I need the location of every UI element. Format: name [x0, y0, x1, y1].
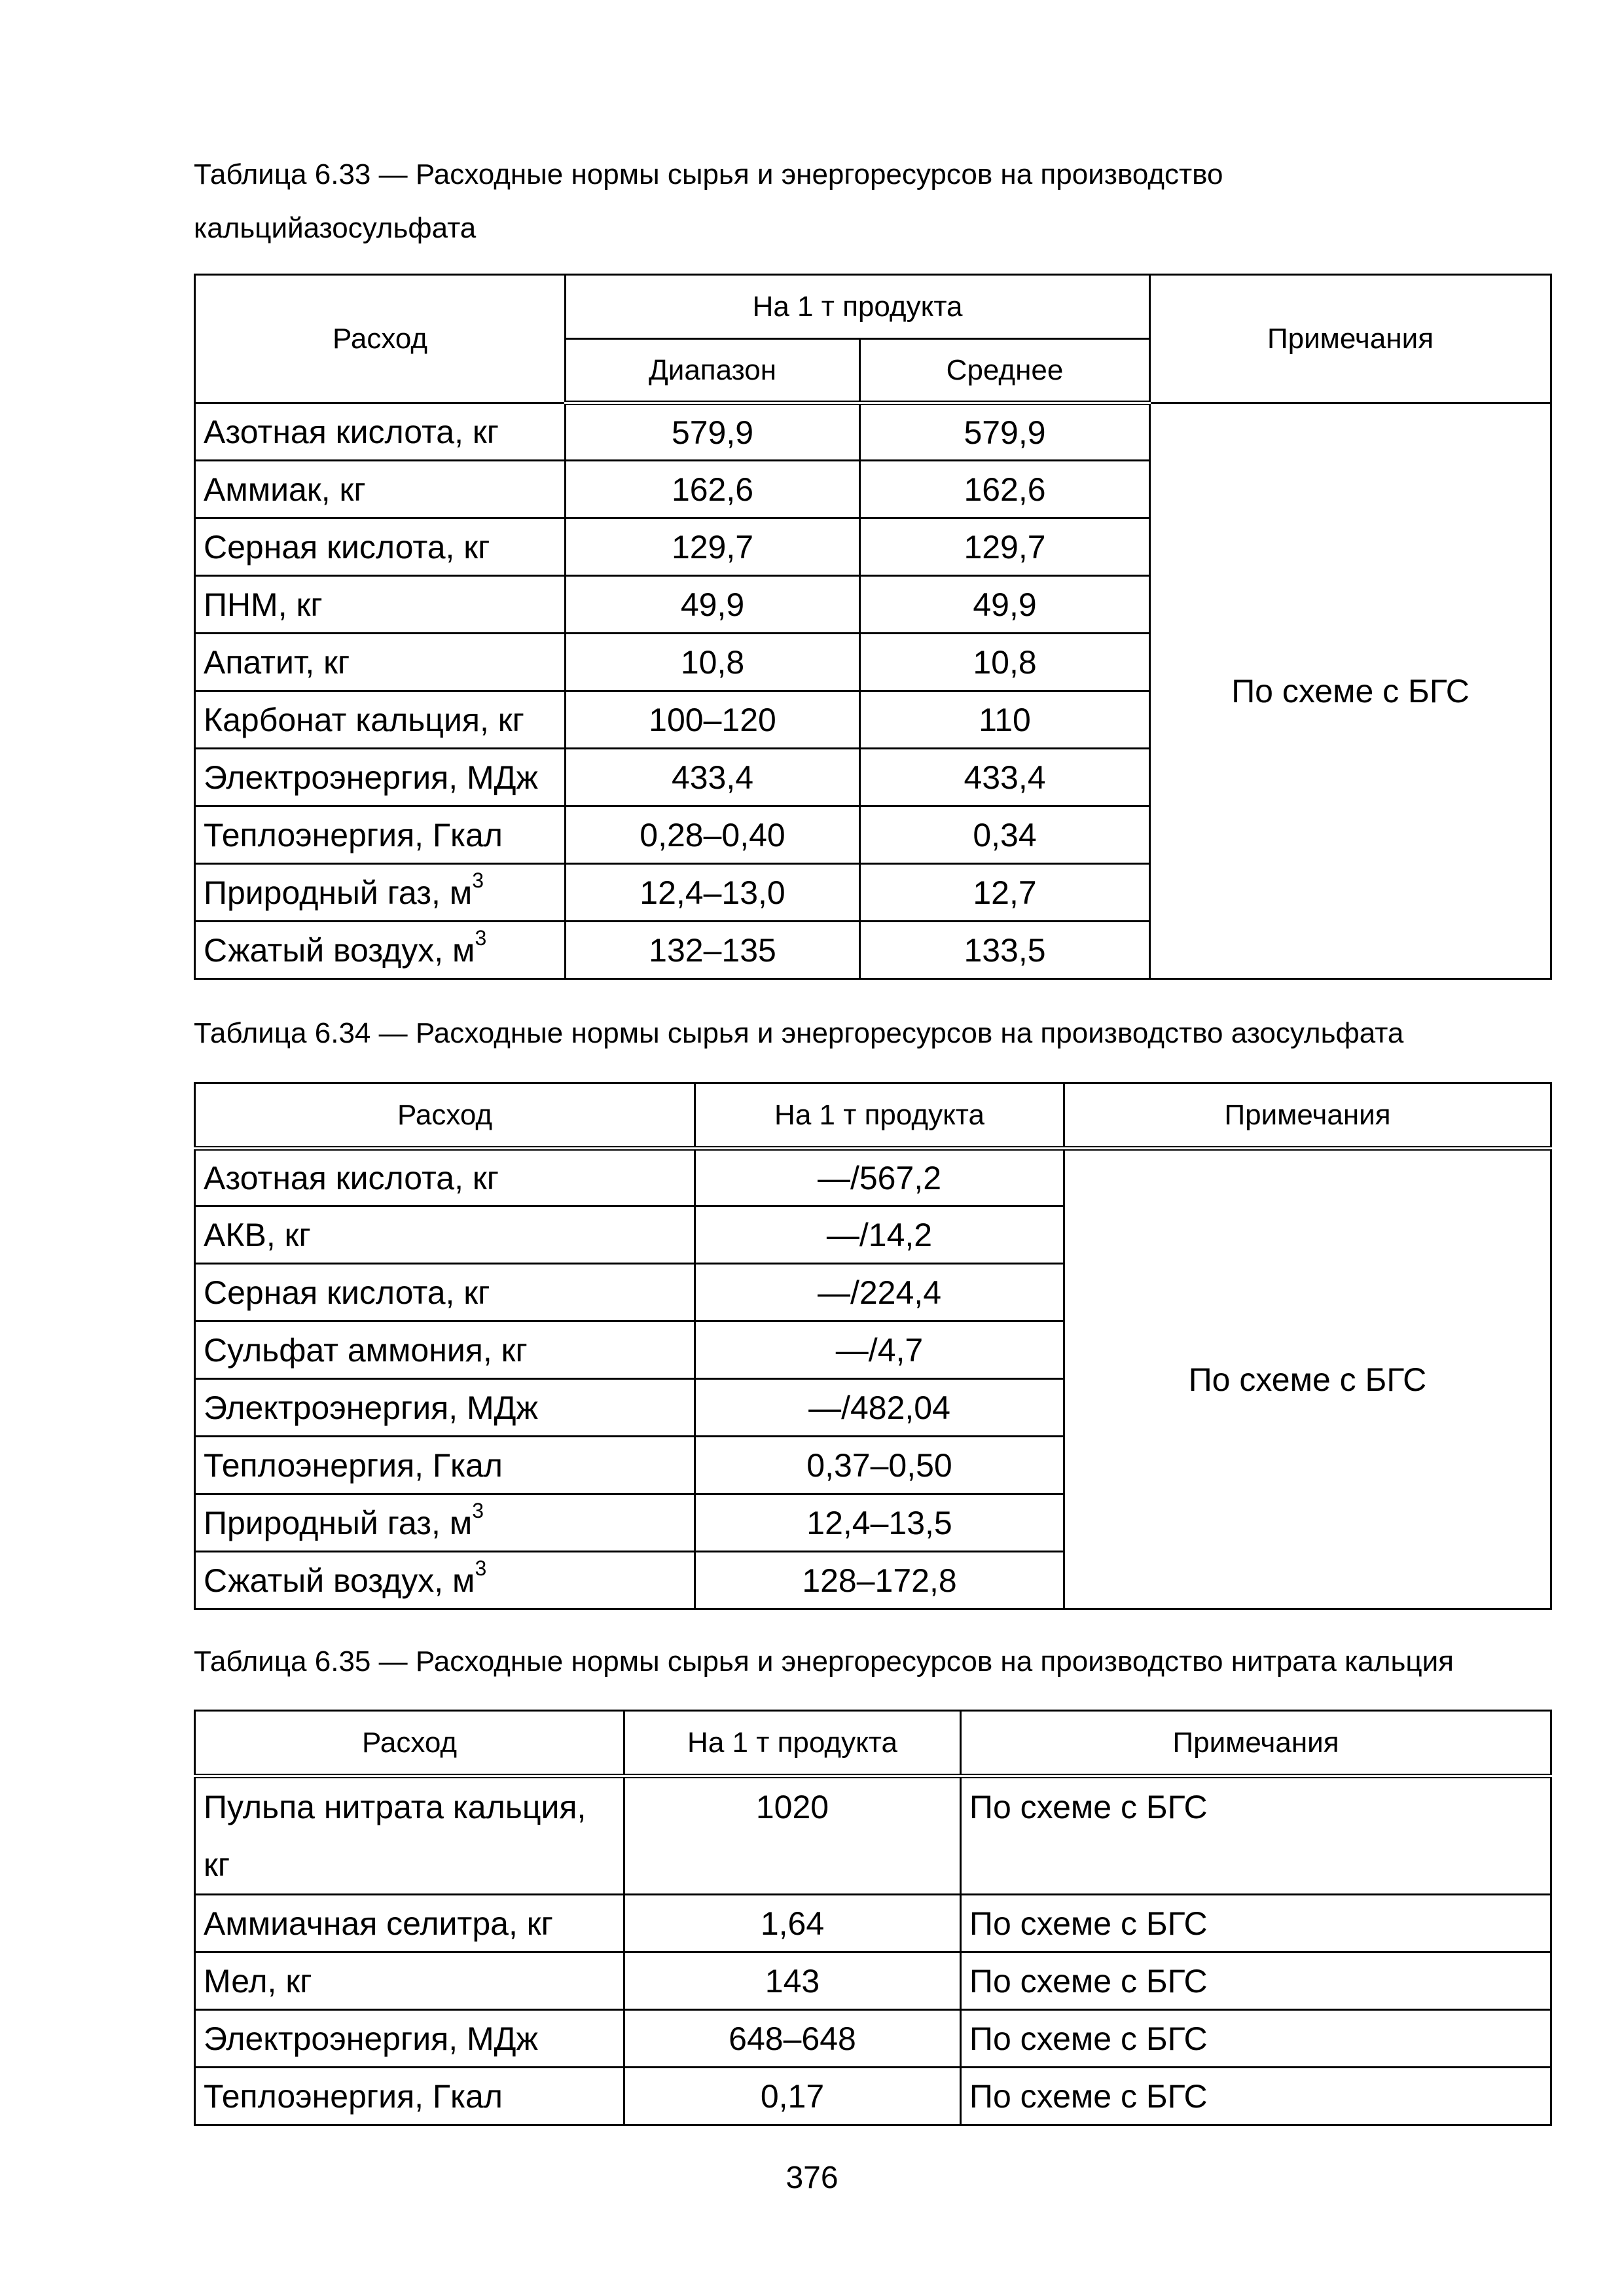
row-average: 133,5: [860, 922, 1150, 979]
row-name: АКВ, кг: [195, 1206, 695, 1264]
row-range: 162,6: [566, 461, 860, 518]
row-name: Электроэнергия, МДж: [195, 2010, 624, 2068]
unit-superscript: 3: [472, 868, 484, 892]
row-name: Сульфат аммония, кг: [195, 1321, 695, 1379]
row-note: По схеме с БГС: [961, 2010, 1551, 2068]
caption-line-2: кальцийазосульфата: [194, 212, 477, 244]
row-name-line-2: кг: [204, 1846, 230, 1883]
row-average: 12,7: [860, 864, 1150, 922]
table-6-33-caption: [194, 148, 1555, 255]
table-6-33: [194, 274, 1552, 980]
row-average: 162,6: [860, 461, 1150, 518]
table-6-34-caption: Таблица 6.34 — Расходные нормы сырья и энергоресурсов на производство азосульфата: [194, 1017, 1404, 1049]
notes-cell: По схеме с БГС: [1150, 403, 1551, 979]
row-value: —/224,4: [695, 1264, 1064, 1321]
row-name: [195, 1776, 624, 1895]
row-name-text: Природный газ, м: [204, 1504, 473, 1541]
row-name: Аммиак, кг: [195, 461, 566, 518]
row-value: 0,37–0,50: [695, 1437, 1064, 1494]
table-6-34: [194, 1082, 1552, 1610]
header-per-ton: На 1 т продукта: [566, 275, 1150, 339]
row-average: 579,9: [860, 403, 1150, 461]
row-name: Теплоэнергия, Гкал: [195, 2068, 624, 2125]
row-range: 49,9: [566, 576, 860, 634]
row-name-text: Сжатый воздух, м: [204, 931, 475, 969]
row-note: По схеме с БГС: [961, 1952, 1551, 2010]
caption-line-1: Таблица 6.33 — Расходные нормы сырья и энергоресурсов на производство: [194, 158, 1223, 190]
row-name: [195, 1552, 695, 1609]
header-expense: Расход: [195, 1711, 624, 1776]
unit-superscript: 3: [475, 925, 487, 950]
row-name: Азотная кислота, кг: [195, 403, 566, 461]
row-value: —/482,04: [695, 1379, 1064, 1437]
row-name: Апатит, кг: [195, 634, 566, 691]
row-name: Мел, кг: [195, 1952, 624, 2010]
table-row: [195, 1149, 1551, 1206]
page-number: 376: [785, 2161, 839, 2195]
row-name: Теплоэнергия, Гкал: [195, 1437, 695, 1494]
row-average: 0,34: [860, 806, 1150, 864]
header-expense: Расход: [195, 275, 566, 403]
row-note: По схеме с БГС: [961, 1895, 1551, 1952]
row-name-text: Природный газ, м: [204, 874, 473, 911]
row-name: Электроэнергия, МДж: [195, 749, 566, 806]
table-row: [195, 403, 1551, 461]
row-value: —/567,2: [695, 1149, 1064, 1206]
row-name: Серная кислота, кг: [195, 518, 566, 576]
table-6-35-caption: Таблица 6.35 — Расходные нормы сырья и энергоресурсов на производство нитрата кальция: [194, 1645, 1454, 1677]
row-value: 648–648: [624, 2010, 961, 2068]
row-average: 10,8: [860, 634, 1150, 691]
row-name: Азотная кислота, кг: [195, 1149, 695, 1206]
row-value: 12,4–13,5: [695, 1494, 1064, 1552]
row-value: 143: [624, 1952, 961, 2010]
notes-cell: По схеме с БГС: [1064, 1149, 1551, 1609]
row-name: Аммиачная селитра, кг: [195, 1895, 624, 1952]
row-range: 12,4–13,0: [566, 864, 860, 922]
row-value: 1020: [624, 1776, 961, 1895]
row-range: 10,8: [566, 634, 860, 691]
table-row: [195, 1952, 1551, 2010]
row-name: [195, 864, 566, 922]
unit-superscript: 3: [475, 1556, 487, 1580]
header-expense: Расход: [195, 1083, 695, 1149]
row-name: Серная кислота, кг: [195, 1264, 695, 1321]
header-notes: Примечания: [961, 1711, 1551, 1776]
table-row: [195, 2068, 1551, 2125]
header-notes: Примечания: [1064, 1083, 1551, 1149]
row-name: [195, 922, 566, 979]
row-note: По схеме с БГС: [961, 1776, 1551, 1895]
header-average: Среднее: [860, 339, 1150, 403]
row-range: 433,4: [566, 749, 860, 806]
row-name: [195, 1494, 695, 1552]
row-average: 49,9: [860, 576, 1150, 634]
row-range: 0,28–0,40: [566, 806, 860, 864]
row-average: 129,7: [860, 518, 1150, 576]
row-value: 1,64: [624, 1895, 961, 1952]
table-row: [195, 1895, 1551, 1952]
header-range: Диапазон: [566, 339, 860, 403]
row-range: 100–120: [566, 691, 860, 749]
header-notes: Примечания: [1150, 275, 1551, 403]
row-name-text: Сжатый воздух, м: [204, 1562, 475, 1599]
row-value: 0,17: [624, 2068, 961, 2125]
row-value: —/14,2: [695, 1206, 1064, 1264]
row-value: 128–172,8: [695, 1552, 1064, 1609]
table-6-35: [194, 1710, 1552, 2126]
row-name: ПНМ, кг: [195, 576, 566, 634]
row-range: 129,7: [566, 518, 860, 576]
row-name-line-1: Пульпа нитрата кальция,: [204, 1789, 586, 1825]
header-per-ton: На 1 т продукта: [695, 1083, 1064, 1149]
row-value: —/4,7: [695, 1321, 1064, 1379]
row-average: 433,4: [860, 749, 1150, 806]
row-name: Теплоэнергия, Гкал: [195, 806, 566, 864]
header-per-ton: На 1 т продукта: [624, 1711, 961, 1776]
row-average: 110: [860, 691, 1150, 749]
row-note: По схеме с БГС: [961, 2068, 1551, 2125]
row-range: 132–135: [566, 922, 860, 979]
row-name: Электроэнергия, МДж: [195, 1379, 695, 1437]
row-range: 579,9: [566, 403, 860, 461]
row-name: Карбонат кальция, кг: [195, 691, 566, 749]
table-row: [195, 1776, 1551, 1895]
unit-superscript: 3: [472, 1498, 484, 1522]
table-row: [195, 2010, 1551, 2068]
